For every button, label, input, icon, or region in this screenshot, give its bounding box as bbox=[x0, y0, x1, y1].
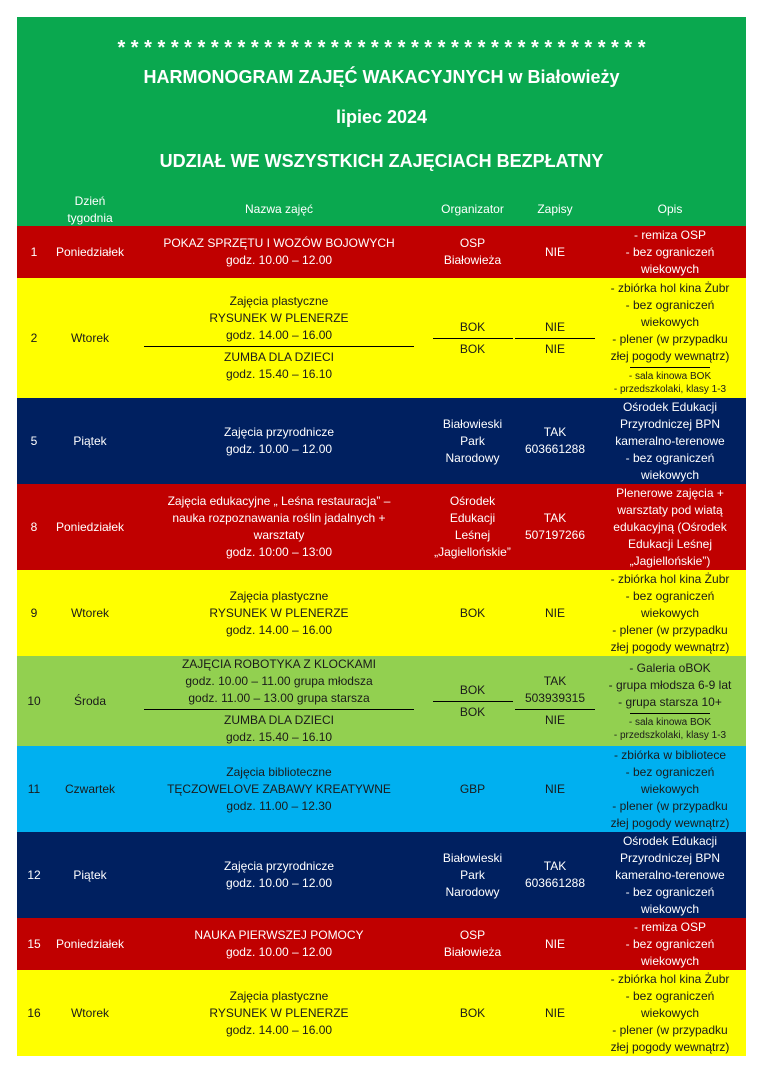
text-line: Przyrodniczej BPN bbox=[619, 850, 721, 865]
weekday-text: Poniedziałek bbox=[55, 244, 125, 259]
day-number bbox=[17, 484, 51, 570]
activity-name bbox=[129, 226, 429, 278]
text-line: 503939315 bbox=[524, 691, 586, 705]
activity-name bbox=[129, 570, 429, 656]
text-line: Białowieski bbox=[442, 416, 503, 431]
text-line: „Jagiellońskie”) bbox=[629, 553, 711, 568]
divider bbox=[144, 346, 414, 347]
text-line: RYSUNEK W PLENERZE bbox=[209, 1005, 349, 1020]
text-line: Park bbox=[460, 867, 485, 882]
page-title: HARMONOGRAM ZAJĘĆ WAKACYJNYCH w Białowieży bbox=[143, 67, 620, 87]
text-line: TAK bbox=[543, 511, 567, 525]
table-row bbox=[17, 832, 746, 918]
day-number bbox=[17, 746, 51, 832]
organizer bbox=[429, 918, 516, 970]
weekday bbox=[51, 970, 129, 1056]
description bbox=[594, 484, 746, 570]
text-line: Białowieża bbox=[443, 253, 502, 267]
text-line: BOK bbox=[459, 605, 486, 620]
weekday-text: Wtorek bbox=[70, 605, 109, 620]
text-line: Edukacji bbox=[449, 511, 496, 525]
column-headers bbox=[17, 193, 746, 226]
text-line: złej pogody wewnątrz) bbox=[610, 639, 730, 654]
text-line: Białowieża bbox=[443, 945, 502, 959]
text-line: NIE bbox=[544, 605, 565, 620]
text-line: POKAZ SPRZĘTU I WOZÓW BOJOWYCH bbox=[163, 236, 395, 250]
weekday bbox=[51, 570, 129, 656]
text-line: - sala kinowa BOK bbox=[628, 371, 712, 382]
table-row bbox=[17, 746, 746, 832]
text-line: Zajęcia plastyczne bbox=[229, 588, 329, 603]
organizer bbox=[429, 226, 516, 278]
signup bbox=[516, 484, 594, 570]
divider bbox=[433, 701, 513, 702]
text-line: Park bbox=[460, 433, 485, 448]
text-line: wiekowych bbox=[640, 781, 700, 796]
signup bbox=[516, 398, 594, 484]
activity-name bbox=[129, 656, 429, 746]
schedule-rows bbox=[17, 226, 746, 1056]
text-line: BOK bbox=[459, 341, 486, 356]
text-line: NIE bbox=[544, 341, 565, 356]
text-line: warsztaty bbox=[253, 528, 305, 542]
day-number bbox=[17, 398, 51, 484]
weekday bbox=[51, 918, 129, 970]
text-line: - bez ograniczeń bbox=[625, 988, 715, 1003]
text-line: Zajęcia biblioteczne bbox=[226, 764, 332, 779]
weekday bbox=[51, 832, 129, 918]
text-line: Narodowy bbox=[445, 450, 500, 465]
schedule-sheet bbox=[17, 17, 746, 1056]
text-line: - zbiórka hol kina Żubr bbox=[610, 971, 730, 986]
day-number-text: 15 bbox=[27, 936, 41, 951]
activity-name bbox=[129, 918, 429, 970]
description bbox=[594, 398, 746, 484]
day-number-text: 11 bbox=[27, 781, 41, 796]
month-label: lipiec 2024 bbox=[335, 107, 428, 127]
text-line: Ośrodek Edukacji bbox=[622, 399, 718, 414]
day-number bbox=[17, 918, 51, 970]
text-line: złej pogody wewnątrz) bbox=[610, 349, 730, 363]
signup bbox=[516, 746, 594, 832]
text-line: złej pogody wewnątrz) bbox=[610, 815, 730, 830]
day-number-text: 12 bbox=[27, 867, 41, 882]
organizer bbox=[429, 970, 516, 1056]
text-line: wiekowych bbox=[640, 605, 700, 620]
text-line: wiekowych bbox=[640, 261, 700, 276]
weekday bbox=[51, 484, 129, 570]
text-line: - bez ograniczeń bbox=[625, 936, 715, 951]
activity-name bbox=[129, 746, 429, 832]
day-number bbox=[17, 278, 51, 398]
text-line: godz. 10:00 – 13:00 bbox=[225, 545, 333, 559]
signup bbox=[516, 226, 594, 278]
col-header-name: Nazwa zajęć bbox=[244, 202, 314, 216]
text-line: OSP bbox=[459, 236, 486, 250]
day-number-text: 5 bbox=[30, 433, 38, 448]
description bbox=[594, 918, 746, 970]
organizer bbox=[429, 570, 516, 656]
star-border: * * * * * * * * * * * * * * * * * * * * * * * * * * * * * * * * * * * * * * * * bbox=[117, 37, 646, 59]
weekday bbox=[51, 226, 129, 278]
text-line: - bez ograniczeń bbox=[625, 588, 715, 603]
weekday-text: Poniedziałek bbox=[55, 519, 125, 534]
text-line: TĘCZOWELOVE ZABAWY KREATYWNE bbox=[167, 781, 391, 796]
text-line: BOK bbox=[459, 682, 486, 697]
text-line: - remiza OSP bbox=[633, 227, 706, 242]
text-line: Przyrodniczej BPN bbox=[619, 416, 721, 431]
text-line: NIE bbox=[544, 1005, 565, 1020]
text-line: BOK bbox=[459, 1005, 486, 1020]
text-line: NIE bbox=[544, 319, 565, 334]
description bbox=[594, 746, 746, 832]
weekday-text: Poniedziałek bbox=[55, 936, 125, 951]
text-line: - przedszkolaki, klasy 1-3 bbox=[613, 730, 727, 741]
text-line: Ośrodek Edukacji bbox=[622, 833, 718, 848]
text-line: NIE bbox=[544, 781, 565, 796]
text-line: 603661288 bbox=[524, 876, 586, 890]
text-line: Edukacji Leśnej bbox=[627, 536, 713, 551]
text-line: NIE bbox=[544, 936, 565, 951]
text-line: ZUMBA DLA DZIECI bbox=[223, 713, 335, 727]
text-line: warsztaty pod wiatą bbox=[617, 502, 723, 517]
text-line: ZUMBA DLA DZIECI bbox=[223, 350, 335, 364]
divider bbox=[630, 367, 710, 368]
col-header-organizer: Organizator bbox=[441, 202, 504, 216]
description bbox=[594, 226, 746, 278]
signup bbox=[516, 970, 594, 1056]
text-line: godz. 10.00 – 12.00 bbox=[225, 253, 333, 267]
text-line: TAK bbox=[543, 425, 567, 439]
text-line: - bez ograniczeń bbox=[625, 450, 715, 465]
day-number-text: 1 bbox=[30, 244, 38, 259]
description bbox=[594, 970, 746, 1056]
text-line: „Jagiellońskie” bbox=[434, 545, 511, 559]
activity-name bbox=[129, 832, 429, 918]
text-line: 603661288 bbox=[524, 442, 586, 456]
text-line: - Galeria oBOK bbox=[629, 661, 711, 675]
activity-name bbox=[129, 970, 429, 1056]
col-header-signup: Zapisy bbox=[537, 202, 573, 216]
weekday-text: Piątek bbox=[73, 433, 107, 448]
text-line: Zajęcia plastyczne bbox=[229, 294, 329, 308]
text-line: NIE bbox=[544, 244, 565, 259]
signup bbox=[516, 278, 594, 398]
text-line: - przedszkolaki, klasy 1-3 bbox=[613, 384, 727, 395]
text-line: - zbiórka hol kina Żubr bbox=[610, 281, 730, 295]
text-line: nauka rozpoznawania roślin jadalnych + bbox=[172, 511, 386, 525]
text-line: - zbiórka w bibliotece bbox=[613, 747, 727, 762]
text-line: godz. 15.40 – 16.10 bbox=[225, 367, 333, 381]
text-line: - plener (w przypadku bbox=[612, 622, 728, 637]
col-header-desc: Opis bbox=[657, 202, 683, 216]
day-number-text: 9 bbox=[30, 605, 38, 620]
text-line: wiekowych bbox=[640, 315, 700, 329]
weekday-text: Wtorek bbox=[70, 1005, 109, 1020]
table-row bbox=[17, 484, 746, 570]
header-banner bbox=[17, 17, 746, 226]
weekday-text: Czwartek bbox=[64, 781, 115, 796]
text-line: godz. 11.00 – 12.30 bbox=[226, 798, 332, 813]
text-line: godz. 14.00 – 16.00 bbox=[225, 622, 333, 637]
day-number bbox=[17, 226, 51, 278]
divider bbox=[433, 338, 513, 339]
text-line: godz. 10.00 – 12.00 bbox=[225, 442, 333, 456]
text-line: Zajęcia przyrodnicze bbox=[223, 859, 335, 873]
weekday bbox=[51, 398, 129, 484]
text-line: BOK bbox=[459, 319, 486, 334]
col-header-day: Dzień tygodnia bbox=[67, 193, 113, 225]
text-line: wiekowych bbox=[640, 953, 700, 968]
table-row bbox=[17, 656, 746, 746]
text-line: złej pogody wewnątrz) bbox=[610, 1039, 730, 1054]
text-line: Ośrodek bbox=[449, 494, 496, 508]
text-line: - grupa starsza 10+ bbox=[618, 695, 722, 709]
text-line: OSP bbox=[459, 928, 486, 942]
day-number bbox=[17, 570, 51, 656]
description bbox=[594, 832, 746, 918]
day-number bbox=[17, 656, 51, 746]
weekday bbox=[51, 656, 129, 746]
weekday bbox=[51, 278, 129, 398]
text-line: - zbiórka hol kina Żubr bbox=[610, 571, 730, 586]
text-line: Zajęcia przyrodnicze bbox=[223, 425, 335, 439]
text-line: BOK bbox=[459, 704, 486, 719]
divider bbox=[630, 713, 710, 714]
activity-name bbox=[129, 398, 429, 484]
divider bbox=[515, 338, 595, 339]
organizer bbox=[429, 484, 516, 570]
text-line: wiekowych bbox=[640, 901, 700, 916]
text-line: godz. 11.00 – 13.00 grupa starsza bbox=[188, 691, 370, 705]
text-line: godz. 10.00 – 12.00 bbox=[225, 945, 333, 959]
weekday-text: Piątek bbox=[73, 867, 107, 882]
divider bbox=[144, 709, 414, 710]
day-number-text: 16 bbox=[27, 1005, 41, 1020]
signup bbox=[516, 570, 594, 656]
table-row bbox=[17, 278, 746, 398]
table-row bbox=[17, 918, 746, 970]
text-line: Plenerowe zajęcia + bbox=[616, 485, 724, 500]
activity-name bbox=[129, 278, 429, 398]
day-number-text: 2 bbox=[30, 330, 38, 345]
signup bbox=[516, 656, 594, 746]
signup bbox=[516, 918, 594, 970]
text-line: - sala kinowa BOK bbox=[628, 717, 712, 728]
text-line: Białowieski bbox=[442, 850, 503, 865]
text-line: ZAJĘCIA ROBOTYKA Z KLOCKAMI bbox=[181, 657, 377, 671]
divider bbox=[515, 709, 595, 710]
weekday-text: Środa bbox=[73, 693, 107, 708]
text-line: - bez ograniczeń bbox=[625, 298, 715, 312]
text-line: - plener (w przypadku bbox=[612, 1022, 728, 1037]
text-line: RYSUNEK W PLENERZE bbox=[209, 311, 349, 325]
text-line: edukacyjną (Ośrodek bbox=[613, 519, 727, 534]
text-line: - plener (w przypadku bbox=[612, 798, 728, 813]
signup bbox=[516, 832, 594, 918]
text-line: - grupa młodsza 6-9 lat bbox=[608, 678, 732, 692]
text-line: Narodowy bbox=[445, 884, 500, 899]
text-line: godz. 14.00 – 16.00 bbox=[225, 328, 333, 342]
text-line: - remiza OSP bbox=[633, 919, 706, 934]
text-line: TAK bbox=[543, 674, 567, 688]
text-line: TAK bbox=[543, 859, 567, 873]
activity-name bbox=[129, 484, 429, 570]
text-line: godz. 15.40 – 16.10 bbox=[225, 730, 333, 744]
text-line: - bez ograniczeń bbox=[625, 244, 715, 259]
text-line: - plener (w przypadku bbox=[612, 332, 728, 346]
text-line: Leśnej bbox=[454, 528, 491, 542]
text-line: NIE bbox=[544, 713, 565, 727]
text-line: - bez ograniczeń bbox=[625, 884, 715, 899]
day-number-text: 10 bbox=[27, 693, 41, 708]
weekday bbox=[51, 746, 129, 832]
text-line: Zajęcia plastyczne bbox=[229, 988, 329, 1003]
description bbox=[594, 570, 746, 656]
table-row bbox=[17, 226, 746, 278]
table-row bbox=[17, 970, 746, 1056]
text-line: godz. 10.00 – 12.00 bbox=[225, 876, 333, 890]
text-line: GBP bbox=[459, 781, 486, 796]
free-note: UDZIAŁ WE WSZYSTKICH ZAJĘCIACH BEZPŁATNY bbox=[159, 151, 604, 171]
text-line: godz. 10.00 – 11.00 grupa młodsza bbox=[185, 674, 373, 688]
text-line: wiekowych bbox=[640, 1005, 700, 1020]
text-line: 507197266 bbox=[524, 528, 586, 542]
organizer bbox=[429, 746, 516, 832]
organizer bbox=[429, 832, 516, 918]
text-line: wiekowych bbox=[640, 467, 700, 482]
table-row bbox=[17, 398, 746, 484]
weekday-text: Wtorek bbox=[70, 330, 109, 345]
day-number bbox=[17, 832, 51, 918]
description bbox=[594, 278, 746, 398]
text-line: - bez ograniczeń bbox=[625, 764, 715, 779]
text-line: NAUKA PIERWSZEJ POMOCY bbox=[194, 928, 364, 942]
description bbox=[594, 656, 746, 746]
organizer bbox=[429, 398, 516, 484]
text-line: kameralno-terenowe bbox=[615, 867, 725, 882]
text-line: RYSUNEK W PLENERZE bbox=[209, 605, 349, 620]
text-line: godz. 14.00 – 16.00 bbox=[225, 1022, 333, 1037]
day-number-text: 8 bbox=[30, 519, 38, 534]
organizer bbox=[429, 656, 516, 746]
table-row bbox=[17, 570, 746, 656]
organizer bbox=[429, 278, 516, 398]
text-line: kameralno-terenowe bbox=[615, 433, 725, 448]
day-number bbox=[17, 970, 51, 1056]
text-line: Zajęcia edukacyjne „ Leśna restauracja” – bbox=[167, 494, 391, 508]
